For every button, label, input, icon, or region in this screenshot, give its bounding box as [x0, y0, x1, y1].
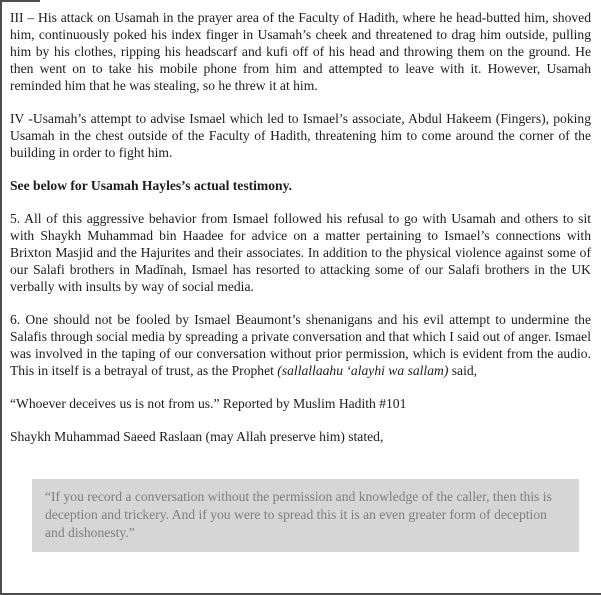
paragraph-6-text: 6. One should not be fooled by Ismael Beaumont’s shenanigans and his evil attempt to undermine the Salafis through social media by spreading a private conversation and that which I said out of anger. Ismael was involved in the taping of our conversation without prior permission, which is evident from the audio. This in itself is a betrayal of trust, as the Prophet — [10, 312, 591, 378]
paragraph-6-arabic-phrase: (sallallaahu ‘alayhi wa sallam) — [277, 363, 449, 378]
hadith-quote-line: “Whoever deceives us is not from us.” Reported by Muslim Hadith #101 — [10, 396, 407, 411]
paragraph-6 — [10, 311, 591, 379]
raslaan-attribution-line: Shaykh Muhammad Saeed Raslaan (may Allah preserve him) stated, — [10, 429, 384, 444]
see-below-heading: See below for Usamah Hayles’s actual testimony. — [10, 178, 293, 193]
paragraph-iii: III – His attack on Usamah in the prayer area of the Faculty of Hadith, where he head-butted him, shoved him, continuously poked his index finger in Usamah’s cheek and threatened to drag him outside, pulling him by his clothes, ripping his headscarf and kufi off of his head and throwing them on the ground. He then went on to take his mobile phone from him and attempted to leave with it. However, Usamah reminded him that he was stealing, so he threw it at him. — [10, 10, 591, 93]
quote-box-text: “If you record a conversation without the permission and knowledge of the caller, then this is deception and trickery. And if you were to spread this it is an even greater form of deception and dishonesty.” — [45, 489, 552, 540]
paragraph-iv: IV -Usamah’s attempt to advise Ismael which led to Ismael’s associate, Abdul Hakeem (Fingers), poking Usamah in the chest outside of the Faculty of Hadith, threatening him to come around the corner of the building in order to fight him. — [10, 111, 591, 160]
paragraph-6-tail: said, — [448, 363, 478, 378]
paragraph-5: 5. All of this aggressive behavior from Ismael followed his refusal to go with Usamah and others to sit with Shaykh Muhammad bin Haadee for advice on a matter pertaining to Ismael’s connections with Brixton Masjid and the Hajurites and their associates. In addition to the physical violence against some of our Salafi brothers in Madīnah, Ismael has resorted to attacking some of our Salafi brothers in the UK verbally with insults by way of social media. — [10, 211, 591, 294]
quote-box — [32, 479, 579, 552]
